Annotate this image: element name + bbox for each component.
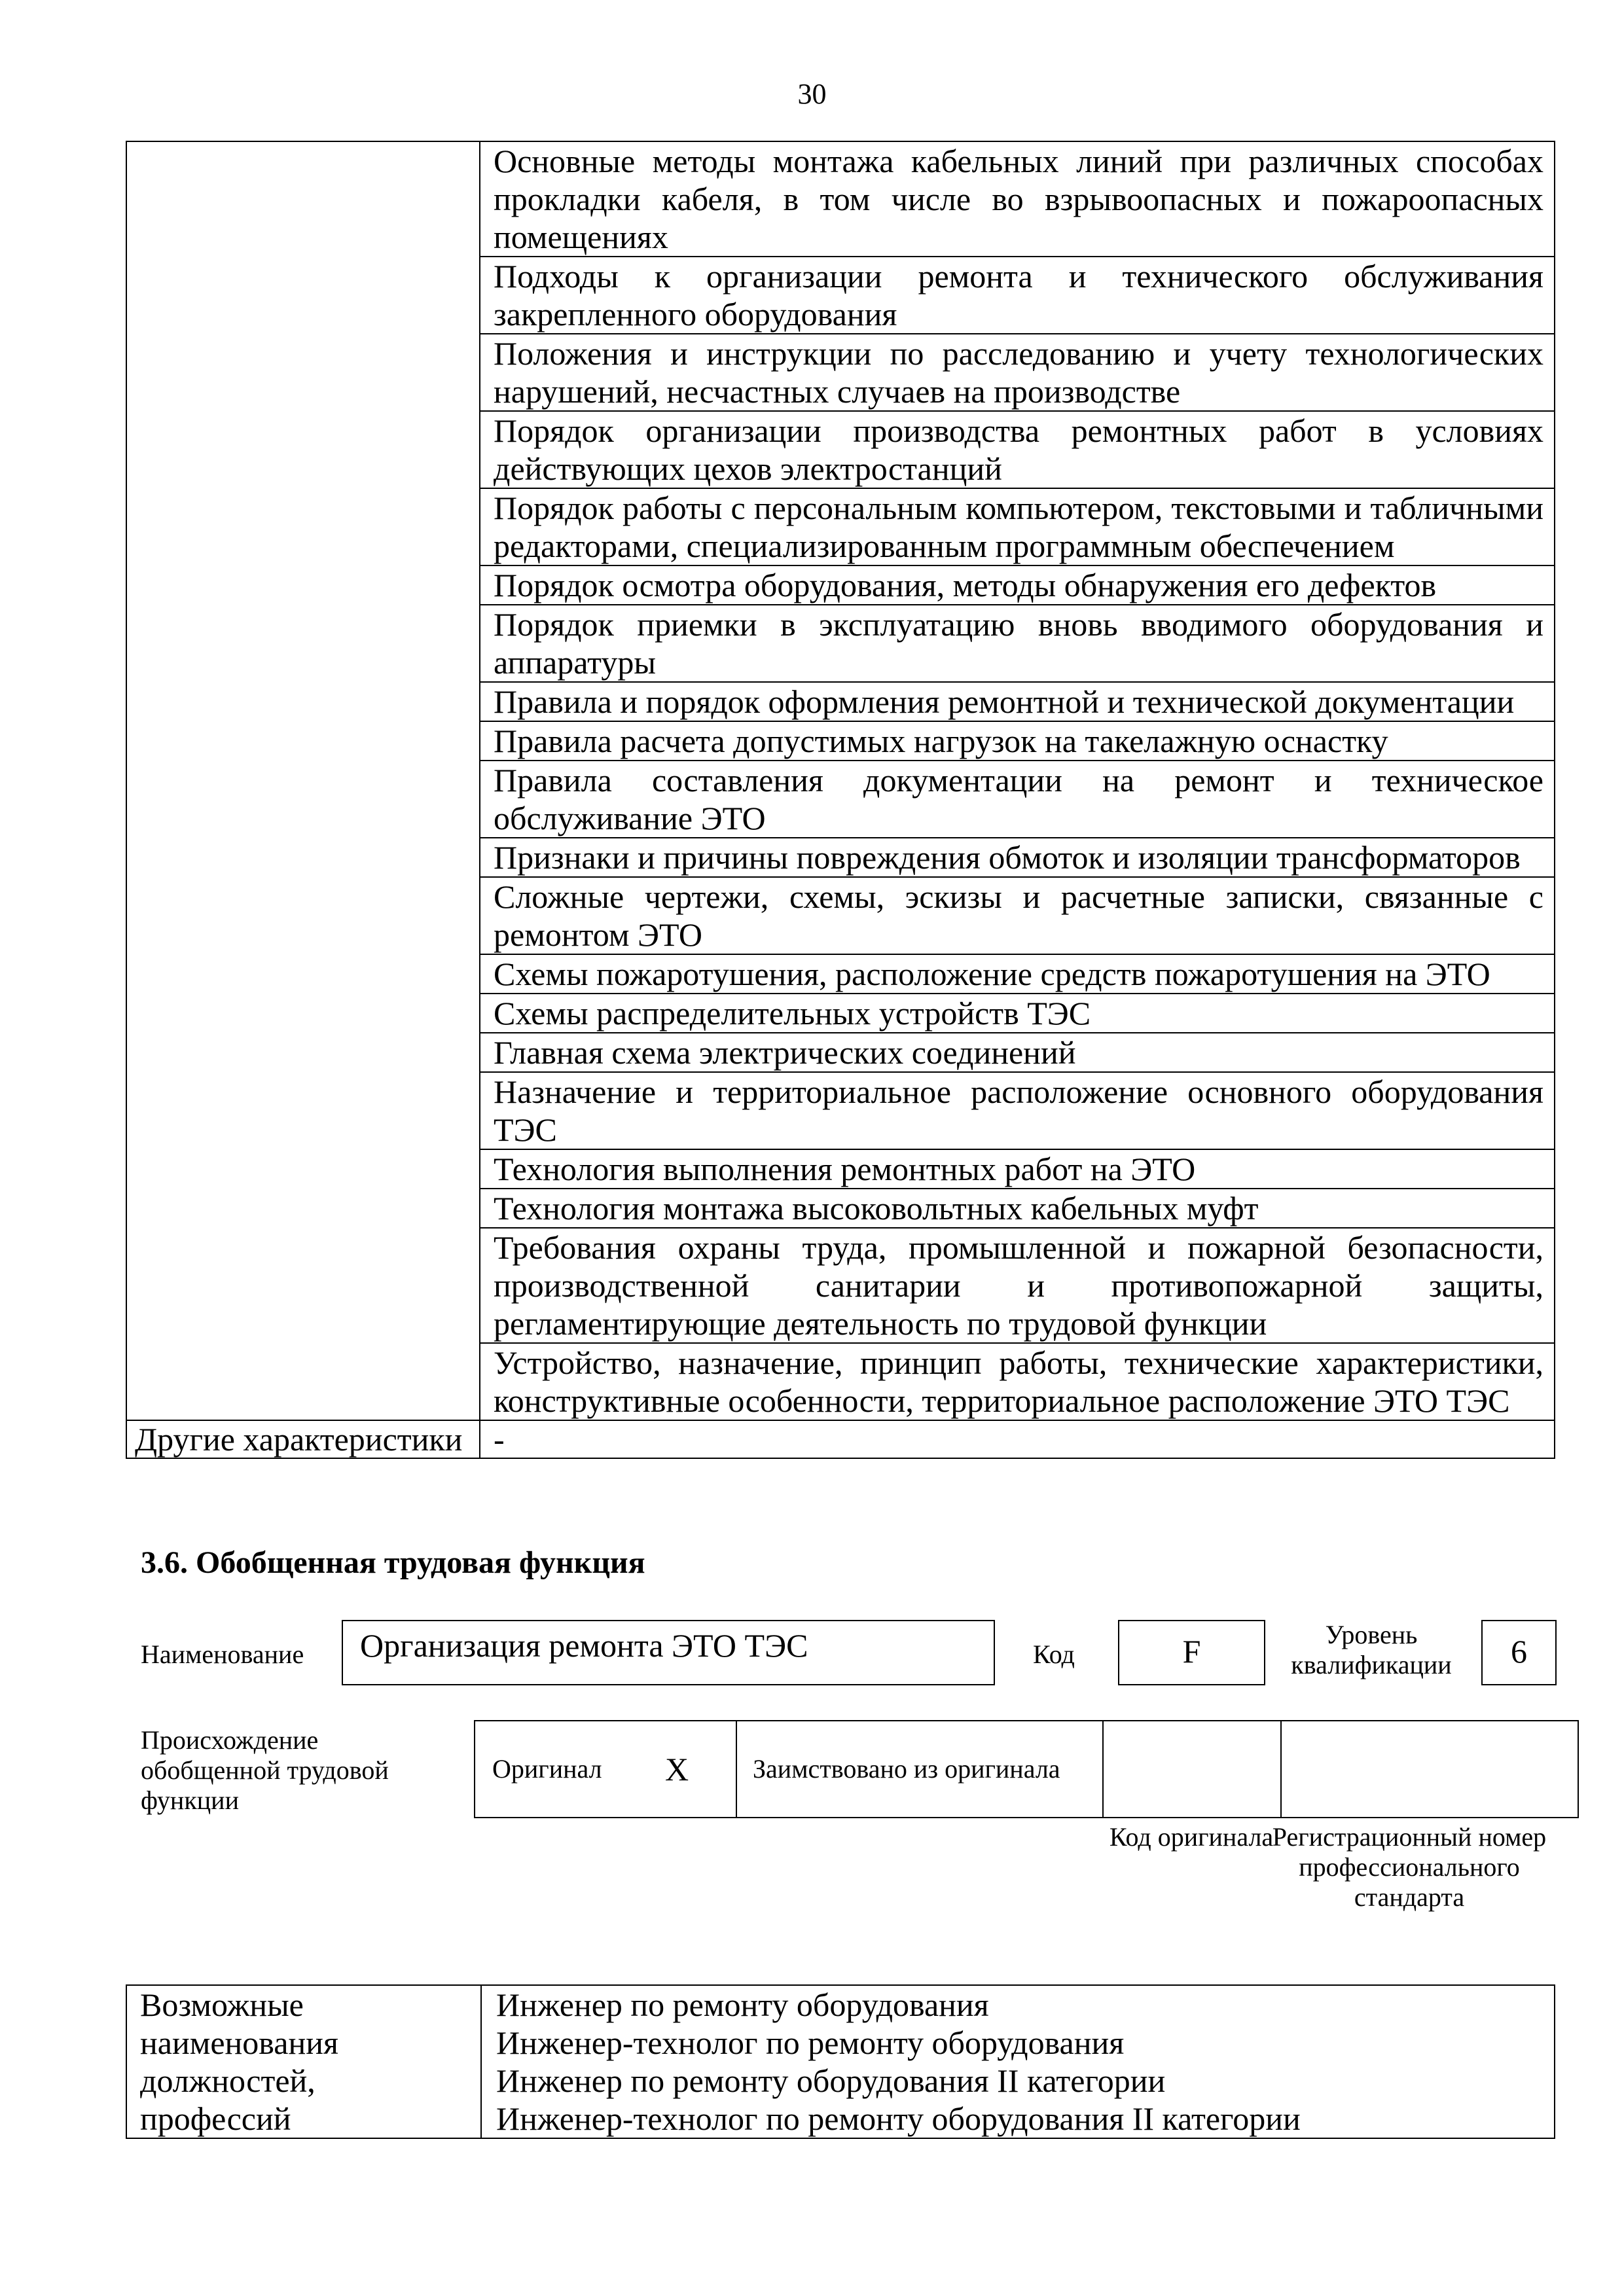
knowledge-item: Устройство, назначение, принцип работы, технические характеристики, конструктивные особенности, территориальное расположение ЭТО ТЭС — [480, 1343, 1555, 1420]
section-title: 3.6. Обобщенная трудовая функция — [141, 1545, 645, 1580]
knowledge-item: Порядок приемки в эксплуатацию вновь вводимого оборудования и аппаратуры — [480, 605, 1555, 682]
other-characteristics-label: Другие характеристики — [126, 1420, 480, 1458]
knowledge-item: Признаки и причины повреждения обмоток и изоляции трансформаторов — [480, 838, 1555, 877]
knowledge-row — [126, 141, 1555, 257]
original-label: Оригинал — [492, 1754, 602, 1784]
level-field: 6 — [1481, 1620, 1557, 1685]
knowledge-table — [126, 141, 1555, 1459]
level-label: Уровень квалификации — [1291, 1620, 1452, 1679]
origin-table — [474, 1720, 1579, 1818]
page-number: 30 — [797, 78, 827, 110]
original-code-cell — [1103, 1721, 1281, 1818]
knowledge-item: Порядок осмотра оборудования, методы обнаружения его дефектов — [480, 565, 1555, 605]
knowledge-item: Положения и инструкции по расследованию и учету технологических нарушений, несчастных случаев на производстве — [480, 334, 1555, 411]
job-titles-list — [481, 1985, 1555, 2138]
original-cell — [475, 1721, 736, 1818]
knowledge-item: Сложные чертежи, схемы, эскизы и расчетные записки, связанные с ремонтом ЭТО — [480, 877, 1555, 954]
original-code-caption: Код оригинала — [1109, 1822, 1274, 1852]
registration-number-caption: Регистрационный номер профессионального стандарта — [1272, 1822, 1547, 1912]
knowledge-item: Схемы пожаротушения, расположение средств пожаротушения на ЭТО — [480, 954, 1555, 994]
knowledge-row-left-cell — [126, 141, 480, 1420]
knowledge-item: Технология монтажа высоковольтных кабельных муфт — [480, 1189, 1555, 1228]
job-title-item: Инженер-технолог по ремонту оборудования — [496, 2024, 1125, 2061]
knowledge-item: Технология выполнения ремонтных работ на ЭТО — [480, 1149, 1555, 1189]
code-label: Код — [1033, 1640, 1075, 1669]
original-mark: X — [665, 1751, 689, 1787]
name-field: Организация ремонта ЭТО ТЭС — [342, 1620, 995, 1685]
registration-number-cell — [1281, 1721, 1578, 1818]
other-characteristics-value: - — [480, 1420, 1555, 1458]
knowledge-item: Требования охраны труда, промышленной и пожарной безопасности, производственной санитарии и противопожарной защиты, регламентирующие деятельность по трудовой функции — [480, 1228, 1555, 1343]
knowledge-item: Подходы к организации ремонта и технического обслуживания закрепленного оборудования — [480, 257, 1555, 334]
knowledge-item: Назначение и территориальное расположение основного оборудования ТЭС — [480, 1072, 1555, 1149]
knowledge-item: Порядок организации производства ремонтных работ в условиях действующих цехов электростанций — [480, 411, 1555, 488]
knowledge-item: Схемы распределительных устройств ТЭС — [480, 994, 1555, 1033]
knowledge-item: Правила составления документации на ремонт и техническое обслуживание ЭТО — [480, 761, 1555, 838]
knowledge-item: Правила расчета допустимых нагрузок на такелажную оснастку — [480, 721, 1555, 761]
job-title-item: Инженер по ремонту оборудования II категории — [496, 2062, 1166, 2099]
job-titles-label: Возможные наименования должностей, профессий — [126, 1985, 481, 2138]
origin-label: Происхождение обобщенной трудовой функции — [141, 1725, 389, 1815]
other-characteristics-row — [126, 1420, 1555, 1458]
knowledge-item: Основные методы монтажа кабельных линий при различных способах прокладки кабеля, в том числе во взрывоопасных и пожароопасных помещениях — [480, 141, 1555, 257]
knowledge-item: Порядок работы с персональным компьютером, текстовыми и табличными редакторами, специализированным программным обеспечением — [480, 488, 1555, 565]
name-label: Наименование — [141, 1640, 304, 1669]
knowledge-item: Правила и порядок оформления ремонтной и технической документации — [480, 682, 1555, 721]
job-title-item: Инженер по ремонту оборудования — [496, 1986, 989, 2023]
code-field: F — [1118, 1620, 1265, 1685]
borrowed-cell: Заимствовано из оригинала — [736, 1721, 1103, 1818]
knowledge-item: Главная схема электрических соединений — [480, 1033, 1555, 1072]
job-titles-table — [126, 1984, 1555, 2139]
job-title-item: Инженер-технолог по ремонту оборудования II категории — [496, 2100, 1301, 2137]
